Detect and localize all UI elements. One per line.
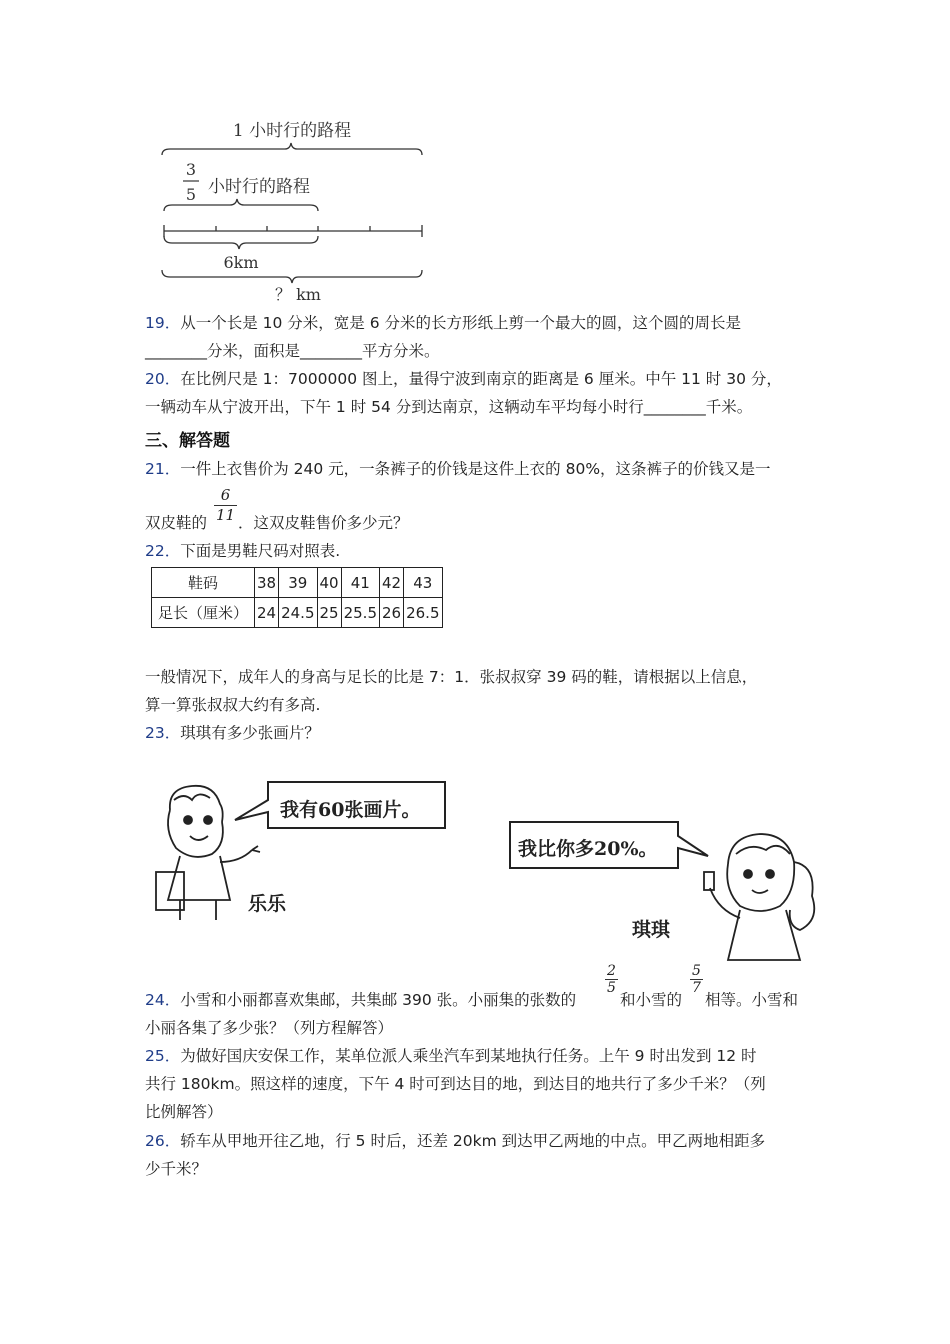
q19-line2: ________分米，面积是________平方分米。: [145, 342, 440, 360]
q23-number: 23．: [145, 724, 181, 742]
name-qiqi: 琪琪: [632, 919, 671, 941]
frac-den: 5: [185, 185, 197, 204]
q26-line2: 少千米？: [145, 1160, 208, 1178]
q24-frac1-num: 2: [607, 963, 616, 979]
q24-fraction-1: [605, 963, 618, 996]
q22-line2: 一般情况下，成年人的身高与足长的比是 7：1．张叔叔穿 39 码的鞋，请根据以上信息，: [145, 668, 758, 686]
table-cell: 24.5: [279, 598, 317, 628]
q22-line1: [145, 541, 340, 561]
q20-number: 20．: [145, 370, 181, 388]
distance-diagram-svg: [150, 112, 440, 312]
table-row: [152, 568, 443, 598]
q21-text1: 一件上衣售价为 240 元，一条裤子的价钱是这件上衣的 80%，这条裤子的价钱又是一: [180, 460, 771, 478]
table-cell: 38: [255, 568, 279, 598]
q24-line2: 小丽各集了多少张？（列方程解答）: [145, 1019, 394, 1037]
table-cell: 鞋码: [152, 568, 255, 598]
q24-frac2-num: 5: [692, 963, 701, 979]
q24-line1-post: 相等。小雪和: [705, 991, 799, 1009]
label-6km: 6km: [223, 253, 259, 272]
table-cell: 25: [317, 598, 341, 628]
q21-fraction: [214, 486, 237, 525]
q23-illustration-svg: [140, 770, 820, 970]
q20-line1: [145, 369, 782, 389]
q24-fraction-2: [690, 963, 703, 996]
q19-number: 19．: [145, 314, 181, 332]
bubble-left-text: 我有60张画片。: [280, 799, 421, 821]
q21-frac-den: 11: [216, 506, 236, 524]
q26-number: 26．: [145, 1132, 181, 1150]
shoe-size-table-wrap: [151, 567, 443, 628]
boy-figure: [156, 786, 260, 920]
q20-line2: 一辆动车从宁波开出，下午 1 时 54 分到达南京，这辆动车平均每小时行________千米。: [145, 398, 753, 416]
q25-line1: [145, 1046, 757, 1066]
label-full: 1 小时行的路程: [232, 121, 352, 141]
bubble-right-text: 我比你多20%。: [518, 838, 658, 860]
q24-frac1-den: 5: [607, 980, 616, 996]
distance-diagram: [150, 112, 440, 312]
q25-number: 25．: [145, 1047, 181, 1065]
table-cell: 40: [317, 568, 341, 598]
q24-line1-mid: 和小雪的: [620, 991, 683, 1009]
q21-line2-pre: 双皮鞋的: [145, 514, 208, 532]
q25-line3: 比例解答）: [145, 1103, 223, 1121]
q24-frac2-den: 7: [692, 980, 701, 996]
table-cell: 24: [255, 598, 279, 628]
q23-illustration: [140, 770, 820, 970]
table-cell: 足长（厘米）: [152, 598, 255, 628]
q19-text1: 从一个长是 10 分米，宽是 6 分米的长方形纸上剪一个最大的圆，这个圆的周长是: [180, 314, 742, 332]
table-cell: 25.5: [341, 598, 379, 628]
table-cell: 26: [380, 598, 404, 628]
brace-full: [162, 143, 422, 155]
q23-line1: [145, 723, 320, 743]
q23-text1: 琪琪有多少张画片？: [180, 724, 320, 742]
q22-number: 22．: [145, 542, 181, 560]
q19-line1: [145, 313, 741, 333]
q25-line2: 共行 180km。照这样的速度，下午 4 时可到达目的地，到达目的地共行了多少千米？（列: [145, 1075, 766, 1093]
shoe-size-table: [151, 567, 443, 628]
label-part: 小时行的路程: [208, 177, 310, 197]
table-cell: 41: [341, 568, 379, 598]
q21-line1: [145, 459, 771, 479]
girl-figure: [704, 834, 814, 960]
q20-text1: 在比例尺是 1：7000000 图上，量得宁波到南京的距离是 6 厘米。中午 11 时 30 分，: [180, 370, 782, 388]
table-row: [152, 598, 443, 628]
table-cell: 26.5: [404, 598, 442, 628]
table-cell: 43: [404, 568, 442, 598]
brace-total: [162, 270, 422, 283]
frac-num: 3: [185, 160, 197, 179]
section-heading: 三、解答题: [145, 431, 230, 451]
name-lele: 乐乐: [248, 893, 287, 915]
q22-text1: 下面是男鞋尺码对照表.: [180, 542, 341, 560]
q21-line2-post: ．这双皮鞋售价多少元？: [238, 514, 409, 532]
q22-line3: 算一算张叔叔大约有多高.: [145, 696, 321, 714]
q24-text1: 小雪和小丽都喜欢集邮，共集邮 390 张。小丽集的张数的: [180, 991, 577, 1009]
q26-line1: [145, 1131, 765, 1151]
table-cell: 42: [380, 568, 404, 598]
label-total: ？ km: [275, 285, 321, 304]
table-cell: 39: [279, 568, 317, 598]
brace-6km: [164, 236, 318, 249]
q25-text1: 为做好国庆安保工作，某单位派人乘坐汽车到某地执行任务。上午 9 时出发到 12 时: [180, 1047, 757, 1065]
q24-line1-pre: [145, 990, 576, 1010]
q24-number: 24．: [145, 991, 181, 1009]
q26-text1: 轿车从甲地开往乙地，行 5 时后，还差 20km 到达甲乙两地的中点。甲乙两地相距多: [180, 1132, 766, 1150]
q21-number: 21．: [145, 460, 181, 478]
q21-frac-num: 6: [214, 486, 237, 506]
